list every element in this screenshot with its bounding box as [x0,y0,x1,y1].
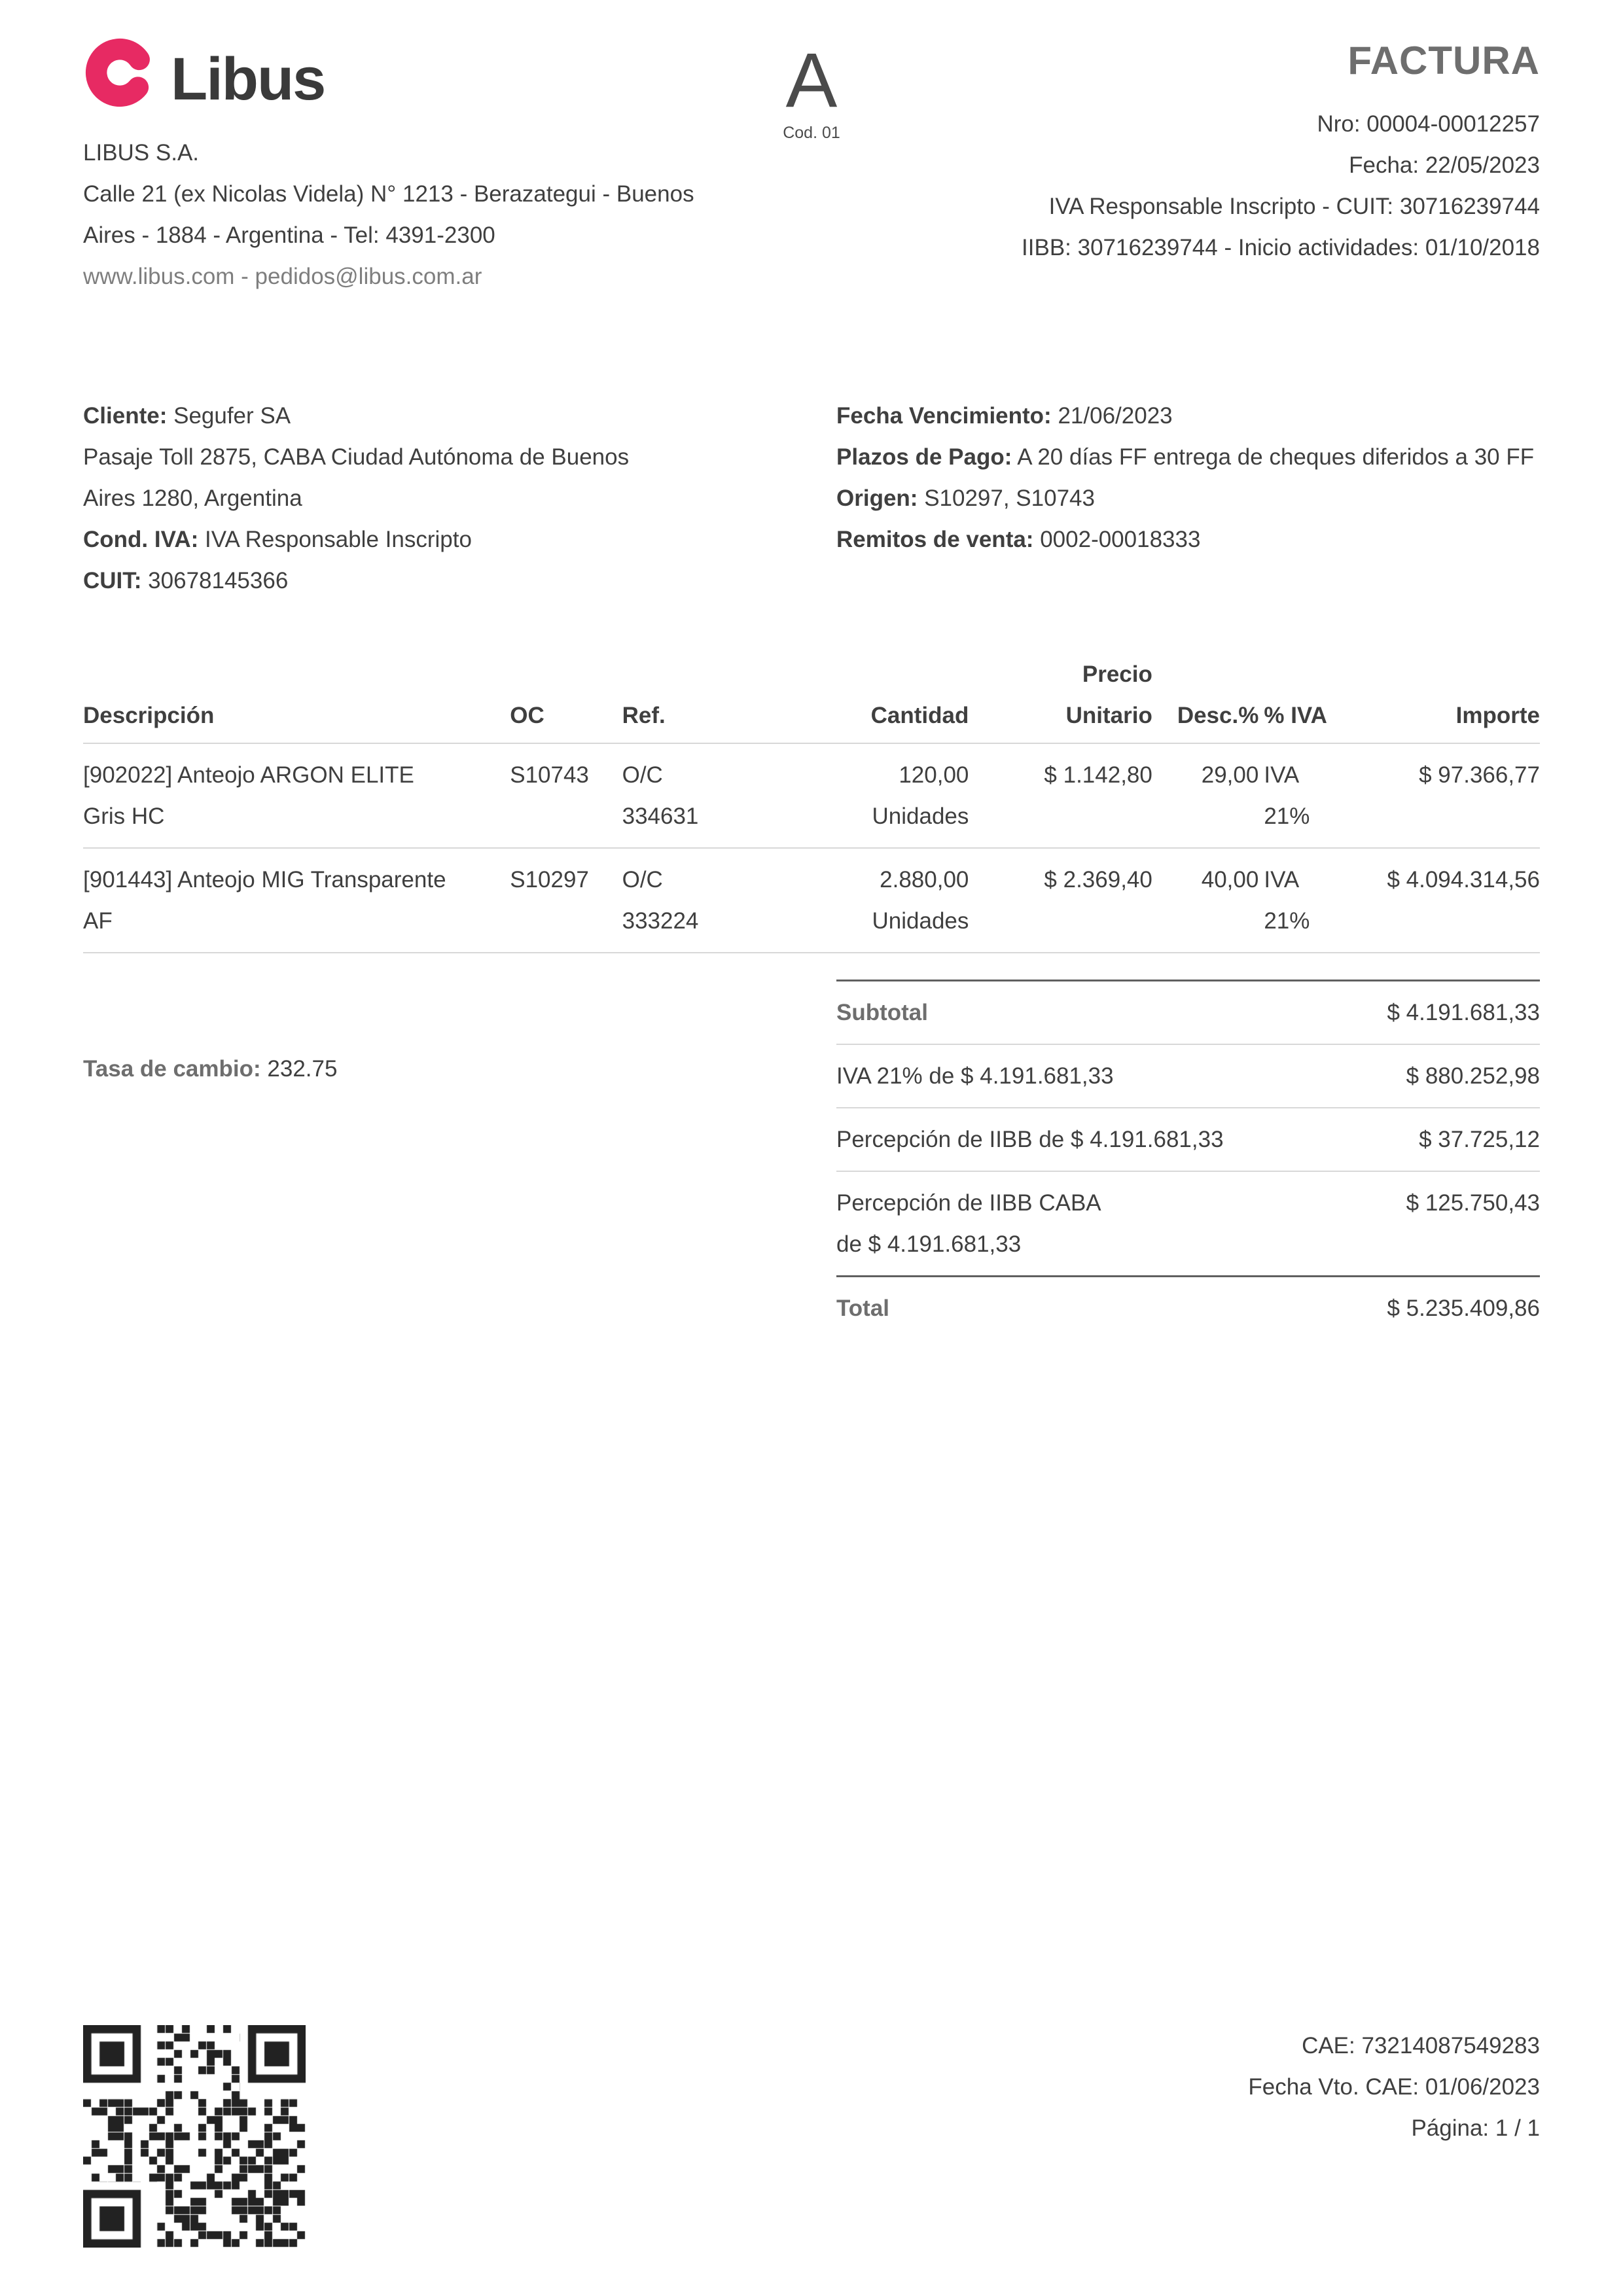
iibb-caba-label-line2: de $ 4.191.681,33 [836,1231,1022,1257]
iva-row [836,1044,1540,1107]
client-iva-line [83,519,672,560]
summary-section [83,980,1540,1339]
invoice-header [83,39,1540,297]
invoice-footer [83,2025,1540,2248]
total-label: Total [836,1296,890,1321]
subtotal-row [836,980,1540,1044]
origin-label: Origen: [836,486,918,511]
item-discount: 29,00 [1152,743,1258,848]
invoice-type-code: Cod. 01 [783,124,840,142]
iibb-caba-value: $ 125.750,43 [1406,1190,1540,1216]
iibb-caba-row [836,1171,1540,1275]
client-name-line [83,395,672,436]
invoice-iva-condition: IVA Responsable Inscripto - CUIT: 30716239744 [1048,194,1540,219]
client-cond-iva-label: Cond. IVA: [83,527,199,552]
col-header-cantidad: Cantidad [741,647,969,743]
item-ref: O/C 334631 [622,743,742,848]
item-amount: $ 97.366,77 [1346,743,1540,848]
item-description: [901443] Anteojo MIG Transparente AF [83,848,510,953]
company-address-line2: Aires - 1884 - Argentina - Tel: 4391-2300 [83,222,495,248]
item-oc: S10743 [510,743,622,848]
item-iva [1258,743,1346,848]
remitos-line [836,519,1540,560]
invoice-meta-block [885,39,1540,268]
due-date: 21/06/2023 [1058,403,1173,429]
item-qty-value: 2.880,00 [880,867,969,892]
iibb-row [836,1107,1540,1171]
items-table [83,647,1540,953]
logo-wordmark: Libus [171,46,325,113]
iibb-label: Percepción de IIBB de $ 4.191.681,33 [836,1127,1224,1152]
company-block [83,39,738,297]
col-header-oc: OC [510,647,622,743]
item-unit-price: $ 2.369,40 [969,848,1152,953]
invoice-type-block [738,39,885,145]
remitos-label: Remitos de venta: [836,527,1034,552]
exchange-rate-value: 232.75 [267,1056,338,1082]
col-header-desc-pct: Desc.% [1152,647,1258,743]
item-amount: $ 4.094.314,56 [1346,848,1540,953]
iibb-caba-label [836,1182,1101,1265]
cae-number: CAE: 73214087549283 [1302,2033,1540,2058]
item-iva-label: IVA [1264,762,1300,788]
iva-total-value: $ 880.252,98 [1406,1063,1540,1089]
document-title: FACTURA [1347,39,1540,82]
subtotal-value: $ 4.191.681,33 [1387,1000,1540,1025]
totals-section [836,980,1540,1339]
col-header-precio-unitario [969,647,1152,743]
item-unit-price: $ 1.142,80 [969,743,1152,848]
col-header-iva: % IVA [1258,647,1346,743]
item-qty-value: 120,00 [899,762,969,788]
exchange-rate [83,1048,337,1089]
payment-terms: A 20 días FF entrega de cheques diferidos a 30 FF [1017,444,1535,470]
payment-terms-label: Plazos de Pago: [836,444,1012,470]
item-description: [902022] Anteojo ARGON ELITE Gris HC [83,743,510,848]
payment-terms-line [836,436,1540,478]
client-name: Segufer SA [173,403,291,429]
exchange-rate-label: Tasa de cambio: [83,1056,261,1082]
terms-block [836,395,1540,601]
company-logo [83,39,738,119]
item-qty-unit: Unidades [872,804,969,829]
origin: S10297, S10743 [924,486,1095,511]
client-address: Pasaje Toll 2875, CABA Ciudad Autónoma de Buenos Aires 1280, Argentina [83,444,630,511]
origin-line [836,478,1540,519]
item-ref: O/C 333224 [622,848,742,953]
client-cuit: 30678145366 [148,568,289,593]
client-cuit-line [83,560,672,601]
total-row [836,1275,1540,1339]
item-oc: S10297 [510,848,622,953]
client-label: Cliente: [83,403,168,429]
company-name: LIBUS S.A. [83,140,200,166]
company-address-line1: Calle 21 (ex Nicolas Videla) N° 1213 - Berazategui - Buenos [83,181,694,207]
col-header-precio-line1: Precio [1082,662,1152,687]
col-header-importe: Importe [1346,647,1540,743]
page-number: Página: 1 / 1 [1411,2115,1540,2141]
due-date-line [836,395,1540,436]
qr-code [83,2025,306,2248]
invoice-number: Nro: 00004-00012257 [1317,111,1540,137]
item-iva [1258,848,1346,953]
item-row-2 [83,848,1540,953]
invoice-iibb: IIBB: 30716239744 - Inicio actividades: 01/10/2018 [1022,235,1540,260]
iibb-value: $ 37.725,12 [1419,1127,1540,1152]
col-header-descripcion: Descripción [83,647,510,743]
libus-logo-icon [83,36,156,122]
iva-total-label: IVA 21% de $ 4.191.681,33 [836,1063,1114,1089]
item-iva-rate: 21% [1264,804,1310,829]
item-quantity [741,848,969,953]
item-row-1 [83,743,1540,848]
total-value: $ 5.235.409,86 [1387,1296,1540,1321]
items-header-row [83,647,1540,743]
subtotal-label: Subtotal [836,1000,928,1025]
client-block [83,395,672,601]
remitos: 0002-00018333 [1040,527,1201,552]
item-iva-label: IVA [1264,867,1300,892]
iibb-caba-label-line1: Percepción de IIBB CABA [836,1190,1101,1216]
item-iva-rate: 21% [1264,908,1310,934]
item-quantity [741,743,969,848]
item-discount: 40,00 [1152,848,1258,953]
col-header-precio-line2: Unitario [1065,703,1152,728]
item-qty-unit: Unidades [872,908,969,934]
col-header-ref: Ref. [622,647,742,743]
due-date-label: Fecha Vencimiento: [836,403,1052,429]
cae-due-date: Fecha Vto. CAE: 01/06/2023 [1248,2074,1540,2100]
parties-section [83,395,1540,601]
cae-block [1248,2025,1540,2149]
client-cond-iva: IVA Responsable Inscripto [205,527,472,552]
invoice-date: Fecha: 22/05/2023 [1349,152,1540,178]
invoice-type-letter: A [785,37,838,124]
client-cuit-label: CUIT: [83,568,142,593]
company-website-link[interactable]: www.libus.com - pedidos@libus.com.ar [83,264,482,289]
